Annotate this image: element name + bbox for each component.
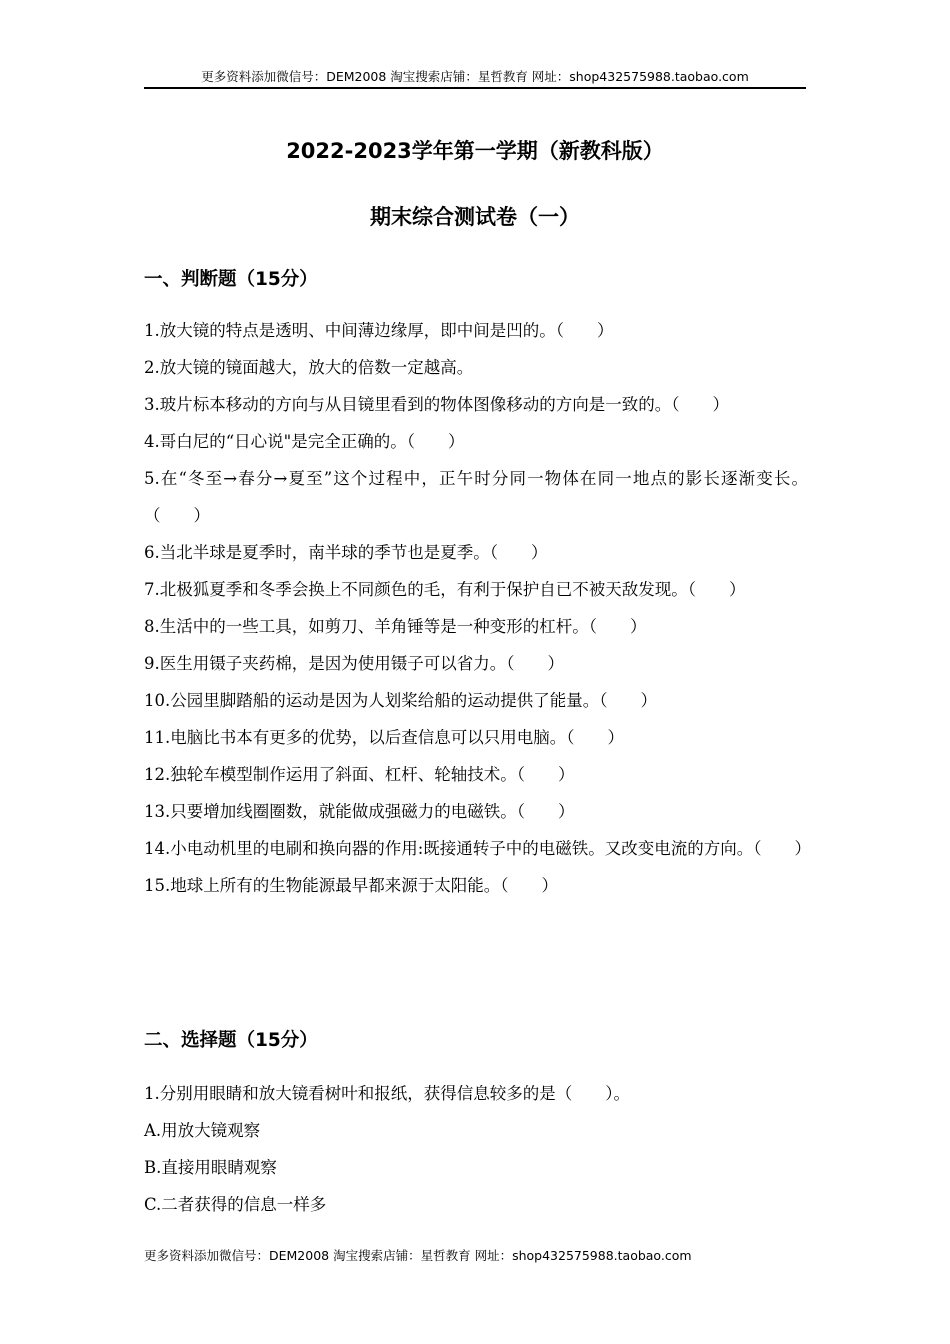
question-item: 14.小电动机里的电刷和换向器的作用:既接通转子中的电磁铁。又改变电流的方向。（ ） <box>144 839 812 858</box>
question-item: 9.医生用镊子夹药棉，是因为使用镊子可以省力。（ ） <box>144 654 564 673</box>
question-item: 10.公园里脚踏船的运动是因为人划桨给船的运动提供了能量。（ ） <box>144 691 657 710</box>
question-item: 11.电脑比书本有更多的优势，以后查信息可以只用电脑。（ ） <box>144 728 624 747</box>
section-heading-true-false: 一、判断题（15分） <box>144 269 318 290</box>
question-item: 3.玻片标本移动的方向与从目镜里看到的物体图像移动的方向是一致的。（ ） <box>144 395 729 414</box>
answer-option: C.二者获得的信息一样多 <box>144 1195 327 1214</box>
question-item: 1.放大镜的特点是透明、中间薄边缘厚，即中间是凹的。（ ） <box>144 321 614 340</box>
question-list-true-false <box>144 312 812 904</box>
question-item: 2.放大镜的镜面越大，放大的倍数一定越高。 <box>144 358 474 377</box>
question-item: 13.只要增加线圈圈数，就能做成强磁力的电磁铁。（ ） <box>144 802 575 821</box>
answer-option: A.用放大镜观察 <box>144 1121 261 1140</box>
question-item: 15.地球上所有的生物能源最早都来源于太阳能。（ ） <box>144 876 558 895</box>
question-item: 5.在“冬至→春分→夏至”这个过程中，正午时分同一物体在同一地点的影长逐渐变长。（ ） <box>144 469 808 525</box>
question-list-multiple-choice <box>144 1075 808 1223</box>
question-item: 12.独轮车模型制作运用了斜面、杠杆、轮轴技术。（ ） <box>144 765 575 784</box>
answer-option: B.直接用眼睛观察 <box>144 1158 277 1177</box>
header-rule <box>144 87 806 89</box>
question-item: 8.生活中的一些工具，如剪刀、羊角锤等是一种变形的杠杆。（ ） <box>144 617 647 636</box>
page-footer: 更多资料添加微信号：DEM2008 淘宝搜索店铺：星哲教育 网址：shop432575988.taobao.com <box>144 1248 692 1263</box>
page-header: 更多资料添加微信号：DEM2008 淘宝搜索店铺：星哲教育 网址：shop432575988.taobao.com <box>201 69 749 84</box>
document-title: 2022-2023学年第一学期（新教科版） <box>286 139 664 163</box>
document-subtitle: 期末综合测试卷（一） <box>370 205 580 229</box>
section-heading-multiple-choice: 二、选择题（15分） <box>144 1030 318 1051</box>
question-item: 1.分别用眼睛和放大镜看树叶和报纸，获得信息较多的是（ ）。 <box>144 1084 630 1103</box>
question-item: 6.当北半球是夏季时，南半球的季节也是夏季。（ ） <box>144 543 548 562</box>
question-item: 7.北极狐夏季和冬季会换上不同颜色的毛，有利于保护自已不被天敌发现。（ ） <box>144 580 746 599</box>
question-item: 4.哥白尼的“日心说"是完全正确的。（ ） <box>144 432 465 451</box>
